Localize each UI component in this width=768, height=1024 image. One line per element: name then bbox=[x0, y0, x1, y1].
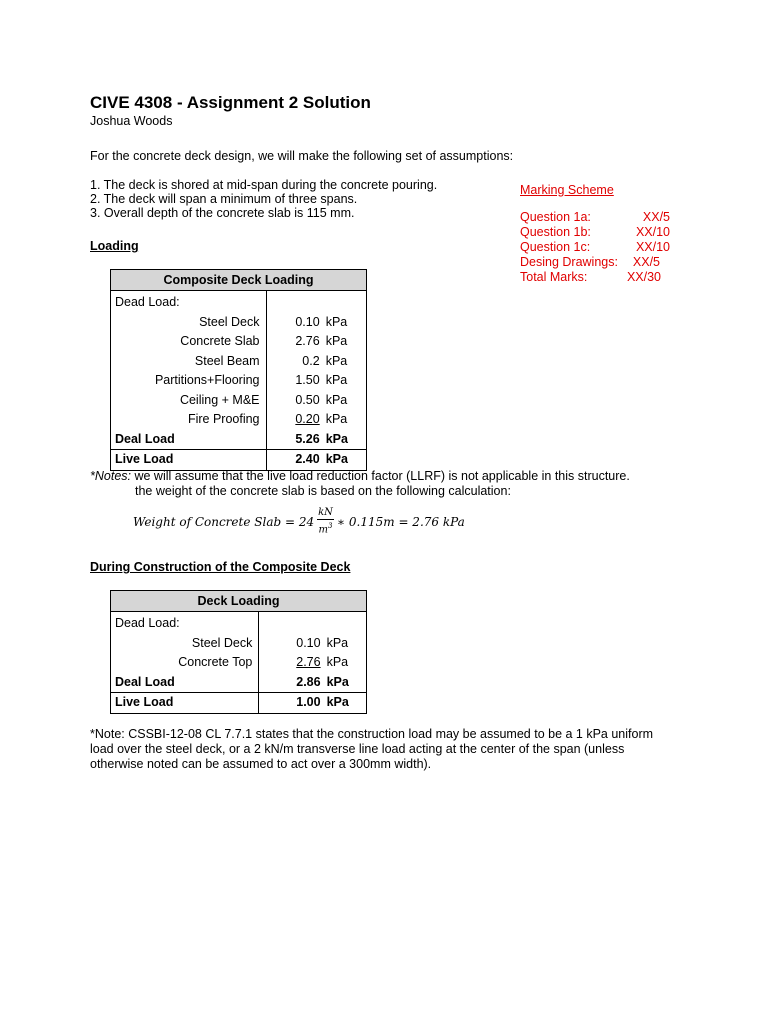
row-value: 2.76 bbox=[296, 655, 321, 670]
row-label: Fire Proofing bbox=[111, 410, 267, 430]
deck-loading-table bbox=[110, 590, 367, 714]
row-unit: kPa bbox=[326, 655, 349, 670]
row-unit: kPa bbox=[325, 314, 348, 329]
live-unit: kPa bbox=[326, 450, 367, 471]
marking-row bbox=[520, 240, 670, 255]
notes-line-1 bbox=[90, 469, 630, 483]
table-row bbox=[111, 391, 367, 411]
total-value: 2.86 bbox=[296, 674, 321, 689]
table-row bbox=[111, 410, 367, 430]
marking-row bbox=[520, 225, 670, 240]
formula-numerator: kN bbox=[318, 507, 333, 518]
table-row-total bbox=[111, 673, 367, 693]
notes-text: we will assume that the live load reduction factor (LLRF) is not applicable in this structure. bbox=[131, 469, 630, 483]
table-row-live bbox=[111, 450, 367, 471]
marking-label: Question 1b: bbox=[520, 225, 591, 239]
total-label: Deal Load bbox=[111, 673, 259, 693]
marking-value: XX/10 bbox=[635, 240, 670, 254]
row-value: 0.10 bbox=[296, 635, 321, 650]
marking-row bbox=[520, 210, 670, 225]
table-row bbox=[111, 371, 367, 391]
row-value: 0.20 bbox=[295, 412, 320, 427]
marking-value: XX/30 bbox=[626, 270, 661, 284]
live-value: 2.40 bbox=[266, 450, 326, 471]
formula-fraction bbox=[317, 507, 334, 536]
total-unit: kPa bbox=[326, 674, 349, 689]
formula-rhs: ∗ 0.115m = 2.76 kPa bbox=[336, 514, 465, 529]
marking-label: Question 1c: bbox=[520, 240, 591, 254]
row-label: Partitions+Flooring bbox=[111, 371, 267, 391]
live-label: Live Load bbox=[111, 693, 259, 714]
row-label: Concrete Slab bbox=[111, 332, 267, 352]
marking-value: XX/5 bbox=[632, 255, 660, 269]
marking-label: Desing Drawings: bbox=[520, 255, 618, 269]
table-row bbox=[111, 653, 367, 673]
marking-row bbox=[520, 270, 661, 285]
table-row bbox=[111, 612, 367, 634]
row-value: 0.50 bbox=[295, 392, 320, 407]
page-title: CIVE 4308 - Assignment 2 Solution bbox=[90, 93, 371, 112]
author-name: Joshua Woods bbox=[90, 114, 173, 128]
note2-line-1: *Note: CSSBI-12-08 CL 7.7.1 states that the construction load may be assumed to be a 1 kPa uniform bbox=[90, 727, 654, 741]
slab-weight-formula bbox=[133, 507, 465, 536]
table-title: Composite Deck Loading bbox=[111, 270, 367, 291]
notes-line-2: the weight of the concrete slab is based on the following calculation: bbox=[135, 484, 511, 498]
table-row bbox=[111, 291, 367, 313]
formula-lhs: Weight of Concrete Slab bbox=[133, 514, 282, 529]
note2-line-3: otherwise noted can be assumed to act over a 300mm width). bbox=[90, 757, 432, 771]
row-label: Steel Beam bbox=[111, 352, 267, 372]
row-value: 1.50 bbox=[295, 373, 320, 388]
marking-scheme-heading: Marking Scheme bbox=[520, 183, 614, 197]
total-value: 5.26 bbox=[295, 431, 320, 446]
marking-row bbox=[520, 255, 660, 270]
note2-line-2: load over the steel deck, or a 2 kN/m transverse line load acting at the center of the span (unless bbox=[90, 742, 625, 756]
table-row bbox=[111, 313, 367, 333]
assumption-1: 1. The deck is shored at mid-span during the concrete pouring. bbox=[90, 178, 438, 192]
formula-eq: = 24 bbox=[281, 514, 315, 529]
table-row bbox=[111, 332, 367, 352]
marking-scheme bbox=[520, 183, 670, 285]
row-unit: kPa bbox=[326, 635, 349, 650]
composite-deck-loading-table bbox=[110, 269, 367, 471]
row-unit: kPa bbox=[325, 392, 348, 407]
marking-value: XX/10 bbox=[635, 225, 670, 239]
live-unit: kPa bbox=[327, 693, 367, 714]
marking-label: Question 1a: bbox=[520, 210, 591, 224]
row-label: Concrete Top bbox=[111, 653, 259, 673]
table-row-live bbox=[111, 693, 367, 714]
row-unit: kPa bbox=[325, 373, 348, 388]
table-title: Deck Loading bbox=[111, 591, 367, 612]
marking-value: XX/5 bbox=[642, 210, 670, 224]
row-unit: kPa bbox=[325, 353, 348, 368]
table-row bbox=[111, 634, 367, 654]
dead-load-label: Dead Load: bbox=[111, 291, 267, 313]
loading-heading: Loading bbox=[90, 239, 139, 253]
row-label: Steel Deck bbox=[111, 634, 259, 654]
row-value: 0.10 bbox=[295, 314, 320, 329]
live-label: Live Load bbox=[111, 450, 267, 471]
formula-denominator: m bbox=[318, 524, 329, 536]
formula-exponent: 3 bbox=[328, 522, 333, 530]
row-label: Ceiling + M&E bbox=[111, 391, 267, 411]
construction-heading: During Construction of the Composite Deck bbox=[90, 560, 351, 574]
row-unit: kPa bbox=[325, 334, 348, 349]
table-row-total bbox=[111, 430, 367, 450]
row-unit: kPa bbox=[325, 412, 348, 427]
intro-text: For the concrete deck design, we will make the following set of assumptions: bbox=[90, 149, 514, 163]
marking-label: Total Marks: bbox=[520, 270, 588, 284]
total-unit: kPa bbox=[325, 431, 348, 446]
assumption-2: 2. The deck will span a minimum of three spans. bbox=[90, 192, 358, 206]
table-row bbox=[111, 352, 367, 372]
dead-load-label: Dead Load: bbox=[111, 612, 259, 634]
row-value: 0.2 bbox=[302, 353, 320, 368]
notes-prefix: *Notes: bbox=[90, 469, 131, 483]
assumption-3: 3. Overall depth of the concrete slab is 115 mm. bbox=[90, 206, 355, 220]
row-label: Steel Deck bbox=[111, 313, 267, 333]
row-value: 2.76 bbox=[295, 334, 320, 349]
total-label: Deal Load bbox=[111, 430, 267, 450]
live-value: 1.00 bbox=[259, 693, 327, 714]
